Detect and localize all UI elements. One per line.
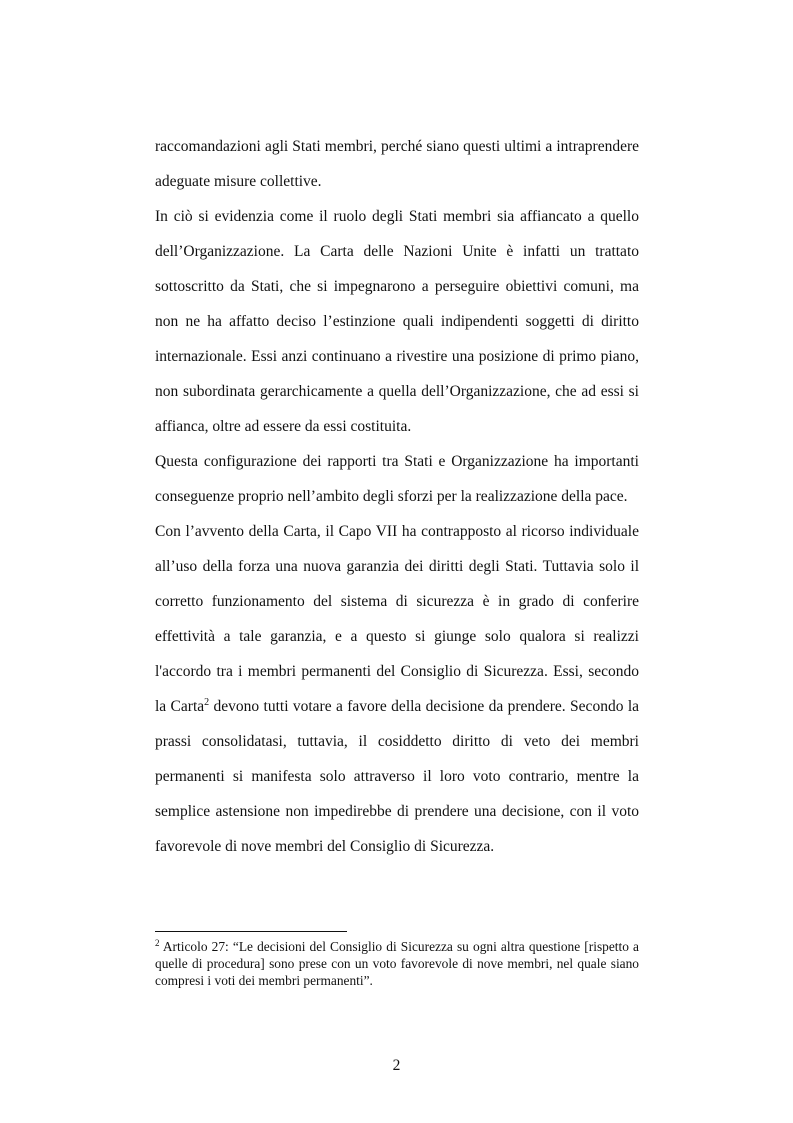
paragraph-4-text-before-ref: Con l’avvento della Carta, il Capo VII ha contrapposto al ricorso individuale all’uso della forza una nuova garanzia dei diritti degli Stati. Tuttavia solo il corretto funzionamento del sistema di sicurezza è in grado di conferire effettività a tale garanzia, e a questo si giunge solo qualora si realizzi l'accordo tra i membri permanenti del Consiglio di Sicurezza. Essi, secondo la Carta [155,523,639,715]
page-number: 2 [392,1057,401,1074]
paragraph-2: In ciò si evidenzia come il ruolo degli Stati membri sia affiancato a quello dell’Organizzazione. La Carta delle Nazioni Unite è infatti un trattato sottoscritto da Stati, che si impegnarono a perseguire obiettivi comuni, ma non ne ha affatto deciso l’estinzione quali indipendenti soggetti di diritto internazionale. Essi anzi continuano a rivestire una posizione di primo piano, non subordinata gerarchicamente a quella dell’Organizzazione, che ad essi si affianca, oltre ad essere da essi costituita. [155,208,639,435]
footnote-number: 2 [155,938,160,948]
footnote [155,938,639,989]
footnote-reference[interactable]: 2 [204,697,210,708]
body-text [155,129,639,864]
paragraph-4 [155,514,639,864]
footnote-text: Articolo 27: “Le decisioni del Consiglio di Sicurezza su ogni altra questione [rispetto a quelle di procedura] sono prese con un voto favorevole di nove membri, nel quale siano compresi i voti dei membri permanenti”. [155,939,639,988]
paragraph-4-text-after-ref: devono tutti votare a favore della decisione da prendere. Secondo la prassi consolidatasi, tuttavia, il cosiddetto diritto di veto dei membri permanenti si manifesta solo attraverso il loro voto contrario, mentre la semplice astensione non impedirebbe di prendere una decisione, con il voto favorevole di nove membri del Consiglio di Sicurezza. [155,698,639,855]
footnote-separator [155,931,347,932]
paragraph-3: Questa configurazione dei rapporti tra Stati e Organizzazione ha importanti conseguenze proprio nell’ambito degli sforzi per la realizzazione della pace. [155,453,639,505]
paragraph-1: raccomandazioni agli Stati membri, perché siano questi ultimi a intraprendere adeguate misure collettive. [155,138,639,190]
